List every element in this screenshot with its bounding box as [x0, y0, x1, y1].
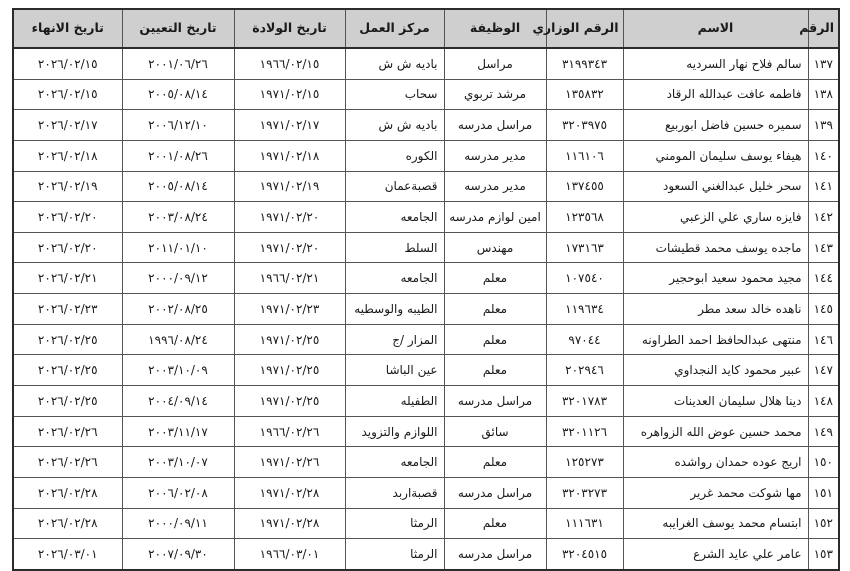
table-row — [13, 355, 839, 386]
cell-number: ١٤٧ — [808, 355, 839, 386]
header-work-center: مركز العمل — [345, 9, 444, 48]
cell-birth-date: ١٩٧١/٠٢/١٩ — [234, 171, 345, 202]
cell-job: مرشد تربوي — [444, 79, 546, 110]
cell-appointment-date: ٢٠٠٥/٠٨/١٤ — [122, 79, 234, 110]
cell-appointment-date: ٢٠٠٢/٠٨/٢٥ — [122, 294, 234, 325]
cell-name: ناهده خالد سعد مطر — [623, 294, 808, 325]
header-appointment-date: تاريخ التعيين — [122, 9, 234, 48]
cell-birth-date: ١٩٧١/٠٢/٢٨ — [234, 477, 345, 508]
cell-name: محمد حسين عوض الله الزواهره — [623, 416, 808, 447]
header-name: الاسم — [623, 9, 808, 48]
cell-number: ١٣٧ — [808, 48, 839, 79]
employee-table-sheet — [12, 8, 838, 562]
cell-appointment-date: ٢٠٠٠/٠٩/١١ — [122, 508, 234, 539]
cell-work-center: باديه ش ش — [345, 48, 444, 79]
cell-end-date: ٢٠٢٦/٠٢/١٨ — [13, 140, 122, 171]
cell-end-date: ٢٠٢٦/٠٢/٢٥ — [13, 355, 122, 386]
cell-ministry-number: ٣١٩٩٣٤٣ — [546, 48, 623, 79]
cell-number: ١٥٠ — [808, 447, 839, 478]
cell-work-center: سحاب — [345, 79, 444, 110]
cell-appointment-date: ٢٠٠٥/٠٨/١٤ — [122, 171, 234, 202]
cell-number: ١٤٥ — [808, 294, 839, 325]
table-row — [13, 48, 839, 79]
cell-work-center: الطيبه والوسطيه — [345, 294, 444, 325]
cell-ministry-number: ١٣٥٨٣٢ — [546, 79, 623, 110]
cell-ministry-number: ٣٢٠٣٢٧٣ — [546, 477, 623, 508]
cell-ministry-number: ٢٠٢٩٤٦ — [546, 355, 623, 386]
table-row — [13, 110, 839, 141]
cell-work-center: المزار /ج — [345, 324, 444, 355]
cell-number: ١٤٠ — [808, 140, 839, 171]
cell-job: مدير مدرسه — [444, 140, 546, 171]
table-row — [13, 416, 839, 447]
header-number: الرقم — [808, 9, 839, 48]
cell-birth-date: ١٩٧١/٠٢/١٥ — [234, 79, 345, 110]
cell-name: فاطمه عافت عبدالله الرقاد — [623, 79, 808, 110]
cell-end-date: ٢٠٢٦/٠٢/٢٥ — [13, 324, 122, 355]
cell-job: معلم — [444, 263, 546, 294]
cell-appointment-date: ٢٠٠٣/٠٨/٢٤ — [122, 202, 234, 233]
cell-job: مراسل مدرسه — [444, 539, 546, 570]
cell-appointment-date: ٢٠٠٧/٠٩/٣٠ — [122, 539, 234, 570]
cell-appointment-date: ٢٠٠٤/٠٩/١٤ — [122, 386, 234, 417]
cell-ministry-number: ٣٢٠١١٢٦ — [546, 416, 623, 447]
cell-number: ١٤٨ — [808, 386, 839, 417]
cell-work-center: اللوازم والتزويد — [345, 416, 444, 447]
cell-job: مراسل مدرسه — [444, 386, 546, 417]
cell-end-date: ٢٠٢٦/٠٢/٢٨ — [13, 508, 122, 539]
cell-end-date: ٢٠٢٦/٠٢/١٥ — [13, 79, 122, 110]
cell-birth-date: ١٩٦٦/٠٢/٢١ — [234, 263, 345, 294]
cell-appointment-date: ١٩٩٦/٠٨/٢٤ — [122, 324, 234, 355]
cell-end-date: ٢٠٢٦/٠٢/٢٠ — [13, 232, 122, 263]
cell-job: معلم — [444, 324, 546, 355]
cell-end-date: ٢٠٢٦/٠٢/١٩ — [13, 171, 122, 202]
cell-job: سائق — [444, 416, 546, 447]
cell-name: ابتسام محمد يوسف الغرايبه — [623, 508, 808, 539]
cell-job: مراسل — [444, 48, 546, 79]
cell-number: ١٥٢ — [808, 508, 839, 539]
cell-ministry-number: ١٢٥٢٧٣ — [546, 447, 623, 478]
cell-ministry-number: ٣٢٠٣٩٧٥ — [546, 110, 623, 141]
cell-job: معلم — [444, 355, 546, 386]
cell-ministry-number: ١١٦١٠٦ — [546, 140, 623, 171]
header-job: الوظيفة — [444, 9, 546, 48]
cell-birth-date: ١٩٧١/٠٢/٢٥ — [234, 324, 345, 355]
cell-birth-date: ١٩٧١/٠٢/٢٦ — [234, 447, 345, 478]
cell-job: مدير مدرسه — [444, 171, 546, 202]
cell-birth-date: ١٩٦٦/٠٣/٠١ — [234, 539, 345, 570]
cell-ministry-number: ١١١٦٣١ — [546, 508, 623, 539]
cell-end-date: ٢٠٢٦/٠٢/١٥ — [13, 48, 122, 79]
table-row — [13, 263, 839, 294]
cell-job: امين لوازم مدرسه — [444, 202, 546, 233]
cell-number: ١٤٢ — [808, 202, 839, 233]
cell-work-center: السلط — [345, 232, 444, 263]
table-row — [13, 140, 839, 171]
cell-job: مهندس — [444, 232, 546, 263]
cell-work-center: الجامعه — [345, 202, 444, 233]
cell-name: سالم فلاح نهار السرديه — [623, 48, 808, 79]
cell-end-date: ٢٠٢٦/٠٢/٢٠ — [13, 202, 122, 233]
cell-number: ١٤٣ — [808, 232, 839, 263]
table-row — [13, 324, 839, 355]
cell-birth-date: ١٩٧١/٠٢/٢٣ — [234, 294, 345, 325]
cell-birth-date: ١٩٧١/٠٢/١٧ — [234, 110, 345, 141]
cell-birth-date: ١٩٧١/٠٢/٢٠ — [234, 232, 345, 263]
cell-name: مجيد محمود سعيد ابوحجير — [623, 263, 808, 294]
cell-appointment-date: ٢٠١١/٠١/١٠ — [122, 232, 234, 263]
cell-end-date: ٢٠٢٦/٠٣/٠١ — [13, 539, 122, 570]
cell-work-center: باديه ش ش — [345, 110, 444, 141]
cell-ministry-number: ١٧٣١٦٣ — [546, 232, 623, 263]
cell-work-center: عين الباشا — [345, 355, 444, 386]
cell-ministry-number: ٩٧٠٤٤ — [546, 324, 623, 355]
cell-appointment-date: ٢٠٠٦/٠٢/٠٨ — [122, 477, 234, 508]
table-row — [13, 294, 839, 325]
cell-name: دينا هلال سليمان العدينات — [623, 386, 808, 417]
cell-name: مها شوكت محمد غرير — [623, 477, 808, 508]
cell-end-date: ٢٠٢٦/٠٢/١٧ — [13, 110, 122, 141]
cell-name: فايزه ساري علي الزعبي — [623, 202, 808, 233]
cell-name: سميره حسين فاضل ابوربيع — [623, 110, 808, 141]
cell-end-date: ٢٠٢٦/٠٢/٢١ — [13, 263, 122, 294]
cell-birth-date: ١٩٧١/٠٢/٢٨ — [234, 508, 345, 539]
cell-work-center: الكوره — [345, 140, 444, 171]
cell-number: ١٤٤ — [808, 263, 839, 294]
table-row — [13, 477, 839, 508]
cell-number: ١٥٣ — [808, 539, 839, 570]
header-birth-date: تاريخ الولادة — [234, 9, 345, 48]
cell-appointment-date: ٢٠٠١/٠٨/٢٦ — [122, 140, 234, 171]
header-ministry-number: الرقم الوزاري — [546, 9, 623, 48]
cell-work-center: قصبةاربد — [345, 477, 444, 508]
header-end-date: تاريخ الانهاء — [13, 9, 122, 48]
cell-birth-date: ١٩٧١/٠٢/٢٥ — [234, 355, 345, 386]
cell-ministry-number: ٣٢٠٤٥١٥ — [546, 539, 623, 570]
cell-name: سحر خليل عبدالغني السعود — [623, 171, 808, 202]
cell-appointment-date: ٢٠٠٠/٠٩/١٢ — [122, 263, 234, 294]
cell-number: ١٤١ — [808, 171, 839, 202]
cell-job: معلم — [444, 508, 546, 539]
table-row — [13, 508, 839, 539]
cell-ministry-number: ١٠٧٥٤٠ — [546, 263, 623, 294]
table-row — [13, 171, 839, 202]
table-header-row — [13, 9, 839, 48]
table-body — [13, 48, 839, 570]
cell-job: مراسل مدرسه — [444, 110, 546, 141]
cell-number: ١٤٦ — [808, 324, 839, 355]
cell-appointment-date: ٢٠٠١/٠٦/٢٦ — [122, 48, 234, 79]
cell-job: معلم — [444, 447, 546, 478]
cell-birth-date: ١٩٦٦/٠٢/١٥ — [234, 48, 345, 79]
cell-birth-date: ١٩٧١/٠٢/٢٠ — [234, 202, 345, 233]
cell-name: ماجده يوسف محمد قطيشات — [623, 232, 808, 263]
cell-work-center: الجامعه — [345, 447, 444, 478]
table-row — [13, 447, 839, 478]
cell-end-date: ٢٠٢٦/٠٢/٢٥ — [13, 386, 122, 417]
cell-ministry-number: ٣٢٠١٧٨٣ — [546, 386, 623, 417]
cell-ministry-number: ١٢٣٥٦٨ — [546, 202, 623, 233]
cell-birth-date: ١٩٧١/٠٢/١٨ — [234, 140, 345, 171]
cell-name: اريج عوده حمدان رواشده — [623, 447, 808, 478]
table-row — [13, 202, 839, 233]
cell-end-date: ٢٠٢٦/٠٢/٢٦ — [13, 416, 122, 447]
cell-job: مراسل مدرسه — [444, 477, 546, 508]
cell-end-date: ٢٠٢٦/٠٢/٢٨ — [13, 477, 122, 508]
cell-name: هيفاء يوسف سليمان المومني — [623, 140, 808, 171]
table-row — [13, 232, 839, 263]
cell-number: ١٣٩ — [808, 110, 839, 141]
cell-birth-date: ١٩٦٦/٠٢/٢٦ — [234, 416, 345, 447]
cell-number: ١٣٨ — [808, 79, 839, 110]
employee-table — [12, 8, 840, 571]
cell-name: منتهى عبدالحافظ احمد الطراونه — [623, 324, 808, 355]
cell-name: عامر علي عايد الشرع — [623, 539, 808, 570]
cell-appointment-date: ٢٠٠٣/١٠/٠٩ — [122, 355, 234, 386]
cell-appointment-date: ٢٠٠٦/١٢/١٠ — [122, 110, 234, 141]
table-row — [13, 79, 839, 110]
cell-work-center: الرمثا — [345, 539, 444, 570]
cell-ministry-number: ١١٩٦٣٤ — [546, 294, 623, 325]
cell-birth-date: ١٩٧١/٠٢/٢٥ — [234, 386, 345, 417]
cell-ministry-number: ١٣٧٤٥٥ — [546, 171, 623, 202]
cell-appointment-date: ٢٠٠٣/١٠/٠٧ — [122, 447, 234, 478]
cell-work-center: الطفيله — [345, 386, 444, 417]
cell-end-date: ٢٠٢٦/٠٢/٢٦ — [13, 447, 122, 478]
cell-work-center: قصبةعمان — [345, 171, 444, 202]
cell-number: ١٤٩ — [808, 416, 839, 447]
cell-end-date: ٢٠٢٦/٠٢/٢٣ — [13, 294, 122, 325]
cell-work-center: الرمثا — [345, 508, 444, 539]
cell-name: عبير محمود كايد النجداوي — [623, 355, 808, 386]
cell-number: ١٥١ — [808, 477, 839, 508]
table-row — [13, 539, 839, 570]
cell-work-center: الجامعه — [345, 263, 444, 294]
cell-appointment-date: ٢٠٠٣/١١/١٧ — [122, 416, 234, 447]
table-row — [13, 386, 839, 417]
cell-job: معلم — [444, 294, 546, 325]
